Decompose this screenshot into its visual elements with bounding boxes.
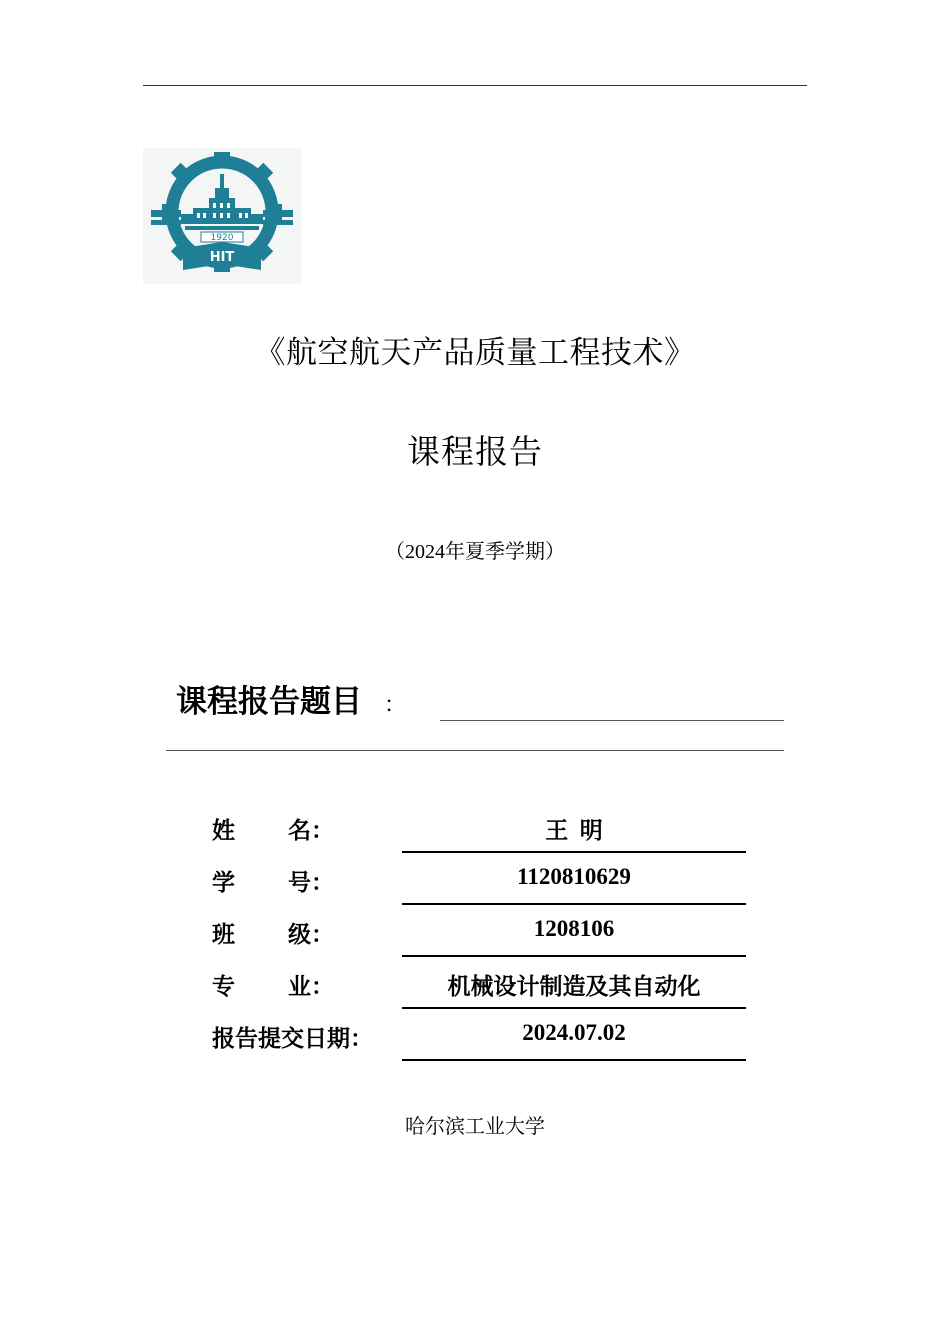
field-value-major: 机械设计制造及其自动化 bbox=[447, 974, 701, 999]
field-value-class: 1208106 bbox=[533, 916, 615, 941]
field-label-part: 级： bbox=[288, 922, 334, 947]
field-value-submit-date: 2024.07.02 bbox=[522, 1020, 626, 1045]
field-value-student-id: 1120810629 bbox=[517, 864, 631, 889]
semester: （2024年夏季学期） bbox=[385, 541, 565, 563]
field-underline bbox=[402, 1007, 746, 1009]
logo-year: 1920 bbox=[210, 233, 234, 243]
topic-underline bbox=[440, 720, 784, 721]
field-label-major bbox=[212, 968, 402, 1001]
field-underline bbox=[402, 955, 746, 957]
hit-logo bbox=[143, 148, 301, 284]
field-value-name: 王 明 bbox=[545, 818, 603, 843]
topic-underline-2 bbox=[166, 750, 784, 751]
field-underline bbox=[402, 851, 746, 853]
field-label-part: 学 bbox=[212, 870, 235, 895]
field-label-part: 专 bbox=[212, 974, 235, 999]
header-rule bbox=[143, 85, 807, 86]
field-underline bbox=[402, 903, 746, 905]
report-title: 课程报告 bbox=[407, 432, 543, 471]
topic-colon: ： bbox=[384, 693, 407, 718]
field-underline bbox=[402, 1059, 746, 1061]
field-label-part: 号： bbox=[288, 870, 334, 895]
field-label-part: 业： bbox=[288, 974, 334, 999]
field-label-part: 报告提交日期： bbox=[212, 1026, 373, 1051]
field-label-part: 名： bbox=[288, 818, 334, 843]
logo-text: HIT bbox=[209, 250, 235, 265]
topic-label: 课程报告题目 bbox=[176, 684, 362, 720]
course-title: 《航空航天产品质量工程技术》 bbox=[254, 335, 696, 371]
university-name: 哈尔滨工业大学 bbox=[405, 1114, 545, 1138]
hit-emblem-icon bbox=[143, 148, 301, 284]
field-label-student-id bbox=[212, 864, 402, 897]
field-label-class bbox=[212, 916, 402, 949]
field-label-part: 班 bbox=[212, 922, 235, 947]
field-label-part: 姓 bbox=[212, 818, 235, 843]
field-label-submit-date bbox=[212, 1020, 402, 1053]
field-label-name bbox=[212, 812, 402, 845]
